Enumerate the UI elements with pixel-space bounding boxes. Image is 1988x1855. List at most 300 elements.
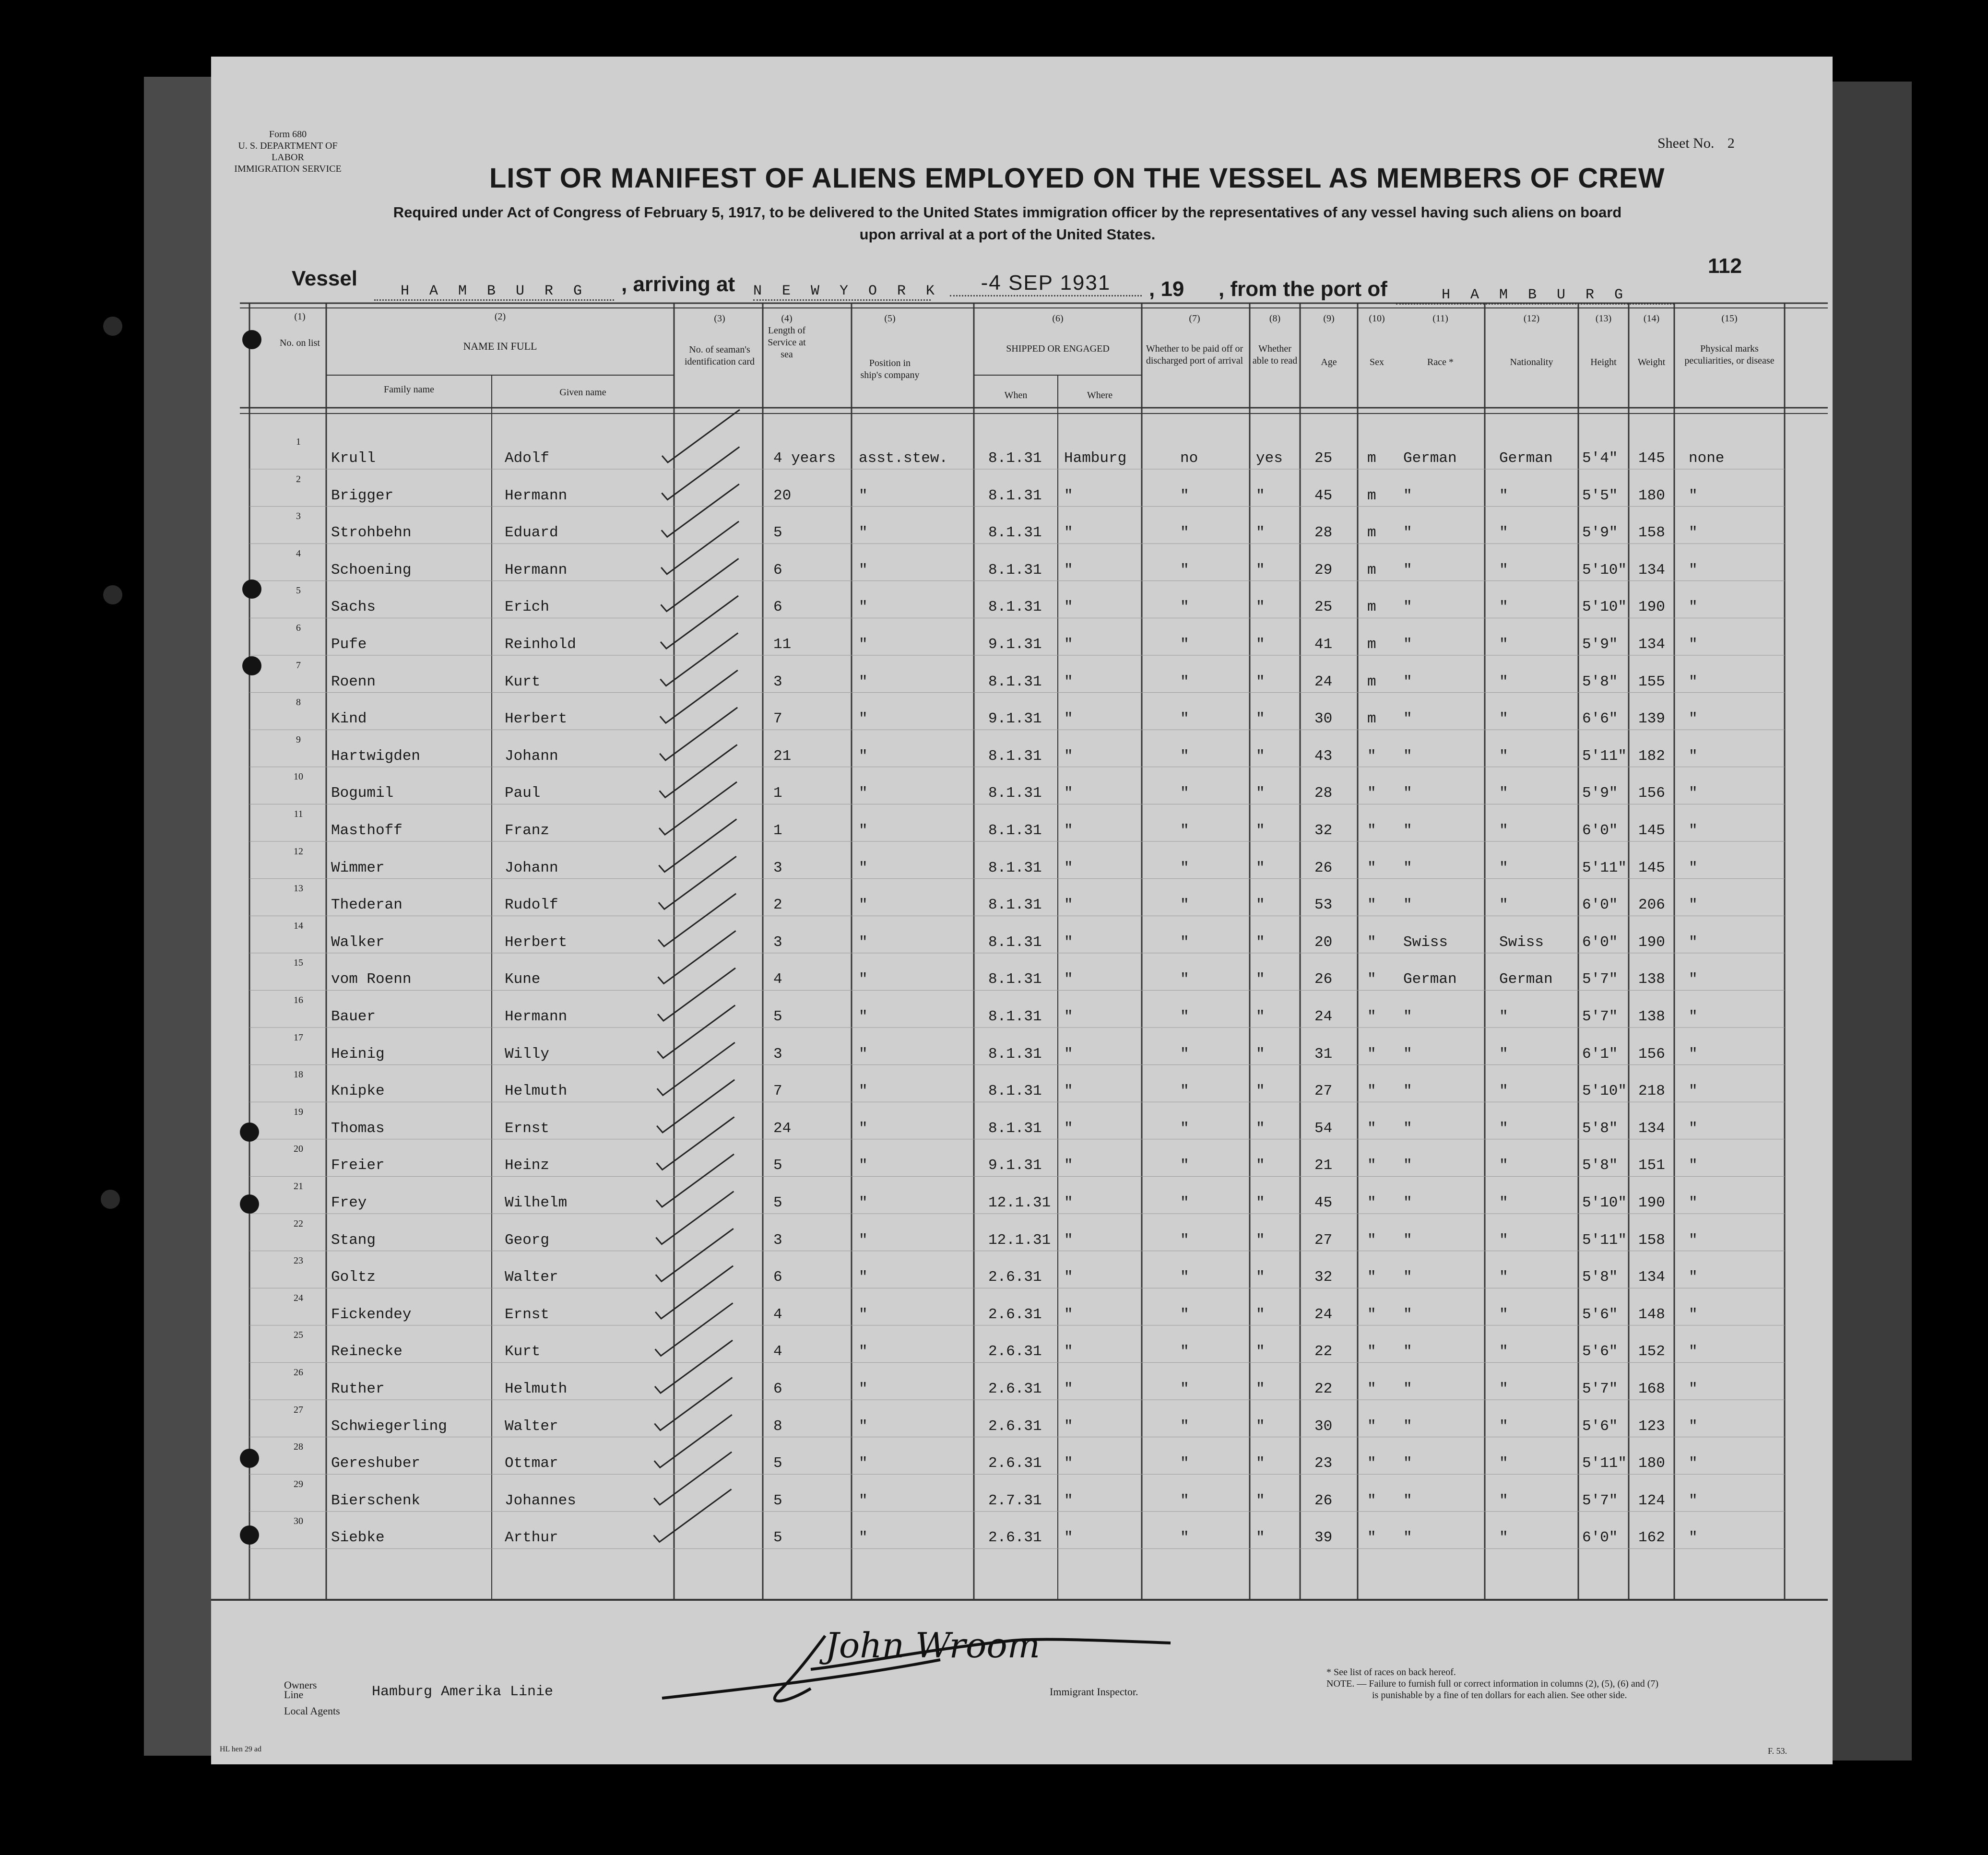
shipped-when-cell: 2.6.31: [988, 1343, 1042, 1360]
col-8-number: (8): [1269, 313, 1281, 324]
family-name-cell: Sachs: [331, 599, 376, 616]
row-number: 13: [294, 883, 303, 894]
family-name-cell: Fickendey: [331, 1306, 412, 1323]
nationality-cell: ": [1499, 710, 1508, 728]
given-name-cell: Franz: [505, 822, 550, 839]
row-number: 26: [294, 1367, 303, 1378]
sex-cell: ": [1367, 1194, 1376, 1211]
col-1-number: (1): [294, 311, 306, 322]
row-number: 12: [294, 846, 303, 857]
shipped-when-cell: 8.1.31: [988, 971, 1042, 988]
service-cell: 24: [773, 1120, 792, 1137]
family-name-cell: Knipke: [331, 1083, 385, 1100]
height-cell: 6'0": [1582, 1529, 1618, 1547]
position-cell: ": [859, 897, 868, 914]
age-cell: 20: [1314, 933, 1333, 951]
race-cell: ": [1403, 710, 1412, 728]
marks-cell: ": [1689, 971, 1698, 988]
shipped-where-cell: ": [1064, 524, 1073, 542]
service-cell: 2: [773, 897, 782, 914]
col-11-number: (11): [1432, 313, 1448, 324]
paid-off-cell: ": [1180, 971, 1189, 988]
able-to-read-cell: ": [1256, 1157, 1265, 1174]
arriving-label: , arriving at: [621, 272, 735, 296]
weight-cell: 151: [1638, 1157, 1665, 1174]
shipped-where-cell: ": [1064, 1083, 1073, 1100]
shipped-when-cell: 8.1.31: [988, 933, 1042, 951]
height-cell: 6'0": [1582, 933, 1618, 951]
nationality-cell: ": [1499, 1157, 1508, 1174]
position-cell: ": [859, 1231, 868, 1249]
able-to-read-cell: ": [1256, 1194, 1265, 1211]
weight-cell: 134: [1638, 636, 1665, 653]
nationality-cell: ": [1499, 1008, 1508, 1025]
family-name-cell: Gereshuber: [331, 1455, 421, 1472]
shipped-when-cell: 8.1.31: [988, 1045, 1042, 1063]
paid-off-cell: ": [1180, 1529, 1189, 1547]
able-to-read-cell: ": [1256, 636, 1265, 653]
given-name-cell: Ottmar: [505, 1455, 558, 1472]
paid-off-cell: no: [1180, 450, 1198, 467]
punch-hole: [242, 656, 261, 675]
service-cell: 20: [773, 487, 792, 504]
weight-cell: 156: [1638, 785, 1665, 802]
age-cell: 27: [1314, 1083, 1333, 1100]
family-name-cell: Stang: [331, 1231, 376, 1249]
service-cell: 5: [773, 1157, 782, 1174]
shipped-where-cell: ": [1064, 1157, 1073, 1174]
family-name-cell: Thederan: [331, 897, 402, 914]
able-to-read-cell: ": [1256, 1381, 1265, 1397]
height-cell: 5'5": [1582, 487, 1618, 504]
local-agents-label: Local Agents: [284, 1705, 340, 1717]
family-name-cell: Schwiegerling: [331, 1418, 447, 1435]
nationality-cell: ": [1499, 785, 1508, 802]
position-cell: asst.stew.: [859, 450, 948, 467]
able-to-read-cell: ": [1256, 1529, 1265, 1547]
weight-cell: 158: [1638, 1231, 1665, 1249]
position-cell: ": [859, 487, 868, 504]
shipped-when-cell: 8.1.31: [988, 747, 1042, 765]
family-name-cell: Reinecke: [331, 1343, 402, 1360]
nationality-cell: ": [1499, 1381, 1508, 1397]
position-cell: ": [859, 1418, 868, 1435]
col-9-number: (9): [1323, 313, 1335, 324]
paid-off-cell: ": [1180, 1343, 1189, 1360]
service-cell: 3: [773, 859, 782, 876]
race-cell: ": [1403, 1008, 1412, 1025]
family-name-cell: Schoening: [331, 561, 412, 579]
shipped-where-cell: ": [1064, 710, 1073, 728]
col-7-title: Whether to be paid off or discharged port of arrival: [1146, 343, 1243, 366]
position-cell: ": [859, 785, 868, 802]
family-name-cell: vom Roenn: [331, 971, 412, 988]
marks-cell: ": [1689, 710, 1698, 728]
height-cell: 5'6": [1582, 1418, 1618, 1435]
family-name-cell: Masthoff: [331, 822, 402, 839]
marks-cell: ": [1689, 933, 1698, 951]
given-name-cell: Wilhelm: [505, 1194, 568, 1211]
shipped-when-cell: 2.6.31: [988, 1455, 1042, 1472]
able-to-read-cell: ": [1256, 1120, 1265, 1137]
family-name-cell: Pufe: [331, 636, 367, 653]
row-number: 15: [294, 957, 303, 969]
able-to-read-cell: ": [1256, 1418, 1265, 1435]
col-3-number: (3): [714, 313, 725, 324]
nationality-cell: ": [1499, 1492, 1508, 1509]
nationality-cell: ": [1499, 747, 1508, 765]
family-name-cell: Roenn: [331, 673, 376, 690]
position-cell: ": [859, 822, 868, 839]
col-9-title: Age: [1321, 357, 1337, 367]
sex-cell: ": [1367, 1083, 1376, 1100]
height-cell: 6'0": [1582, 897, 1618, 914]
race-cell: ": [1403, 561, 1412, 579]
given-name-cell: Kurt: [505, 1343, 541, 1360]
weight-cell: 155: [1638, 673, 1665, 690]
weight-cell: 218: [1638, 1083, 1665, 1100]
race-cell: ": [1403, 897, 1412, 914]
weight-cell: 190: [1638, 933, 1665, 951]
col-10-header: [1358, 313, 1396, 368]
col-14-number: (14): [1643, 313, 1660, 324]
row-number: 10: [294, 771, 303, 782]
family-name-cell: Siebke: [331, 1529, 385, 1547]
race-cell: ": [1403, 599, 1412, 616]
paid-off-cell: ": [1180, 1083, 1189, 1100]
sex-cell: m: [1367, 487, 1376, 504]
height-cell: 5'4": [1582, 450, 1618, 467]
height-cell: 5'11": [1582, 859, 1627, 876]
col-6-number: (6): [1052, 313, 1064, 324]
race-cell: ": [1403, 1269, 1412, 1286]
race-cell: ": [1403, 747, 1412, 765]
marks-cell: ": [1689, 897, 1698, 914]
height-cell: 5'8": [1582, 1120, 1618, 1137]
weight-cell: 138: [1638, 971, 1665, 988]
subtitle-line-1: Required under Act of Congress of February 5, 1917, to be delivered to the United States immigration officer by the representatives of any vessel having such aliens on board: [393, 204, 1622, 221]
race-cell: ": [1403, 1306, 1412, 1323]
family-name-cell: Bogumil: [331, 785, 394, 802]
family-name-cell: Brigger: [331, 487, 394, 504]
sex-cell: m: [1367, 673, 1376, 690]
age-cell: 39: [1314, 1529, 1333, 1547]
shipped-where-cell: ": [1064, 1492, 1073, 1509]
age-cell: 25: [1314, 599, 1333, 616]
position-cell: ": [859, 710, 868, 728]
given-name-cell: Johann: [505, 859, 558, 876]
marks-cell: ": [1689, 1083, 1698, 1100]
weight-cell: 148: [1638, 1306, 1665, 1323]
age-cell: 30: [1314, 710, 1333, 728]
age-cell: 27: [1314, 1231, 1333, 1249]
penalty-note-1: NOTE. — Failure to furnish full or correct information in columns (2), (5), (6) and (7): [1326, 1678, 1659, 1689]
col-7-header: [1144, 313, 1245, 367]
punch-hole: [242, 579, 261, 599]
col-6a-header: When: [1004, 390, 1028, 401]
age-cell: 24: [1314, 1008, 1333, 1025]
shipped-where-cell: ": [1064, 1529, 1073, 1547]
paid-off-cell: ": [1180, 1418, 1189, 1435]
form-number: Form 680: [269, 129, 307, 140]
nationality-cell: ": [1499, 897, 1508, 914]
weight-cell: 134: [1638, 1120, 1665, 1137]
row-number: 19: [294, 1106, 303, 1117]
sex-cell: m: [1367, 561, 1376, 579]
shipped-when-cell: 12.1.31: [988, 1194, 1051, 1211]
nationality-cell: ": [1499, 1194, 1508, 1211]
marks-cell: ": [1689, 859, 1698, 876]
marks-cell: ": [1689, 1343, 1698, 1360]
paid-off-cell: ": [1180, 1120, 1189, 1137]
shipped-when-cell: 12.1.31: [988, 1231, 1051, 1249]
col-13-title: Height: [1590, 357, 1617, 367]
age-cell: 28: [1314, 524, 1333, 542]
family-name-cell: Wimmer: [331, 859, 385, 876]
row-number: 24: [294, 1292, 303, 1303]
able-to-read-cell: ": [1256, 1269, 1265, 1286]
departure-port: H A M B U R G: [1396, 287, 1674, 305]
marks-cell: ": [1689, 785, 1698, 802]
height-cell: 5'11": [1582, 747, 1627, 765]
given-name-cell: Hermann: [505, 561, 568, 579]
weight-cell: 190: [1638, 1194, 1665, 1211]
able-to-read-cell: ": [1256, 561, 1265, 579]
shipped-where-cell: ": [1064, 1269, 1073, 1286]
paid-off-cell: ": [1180, 1269, 1189, 1286]
race-cell: ": [1403, 1529, 1412, 1547]
height-cell: 5'9": [1582, 524, 1618, 542]
marks-cell: ": [1689, 636, 1698, 653]
print-code: HL hen 29 ad: [220, 1745, 261, 1753]
col-5-title: Position in ship's company: [860, 358, 920, 380]
nationality-cell: ": [1499, 1343, 1508, 1360]
nationality-cell: German: [1499, 450, 1553, 467]
height-cell: 5'10": [1582, 599, 1627, 616]
weight-cell: 168: [1638, 1381, 1665, 1397]
shipped-where-cell: ": [1064, 1008, 1073, 1025]
shipped-when-cell: 9.1.31: [988, 636, 1042, 653]
given-name-cell: Paul: [505, 785, 541, 802]
penalty-note-2: is punishable by a fine of ten dollars for each alien. See other side.: [1372, 1690, 1627, 1701]
shipped-when-cell: 9.1.31: [988, 710, 1042, 728]
age-cell: 26: [1314, 971, 1333, 988]
able-to-read-cell: ": [1256, 971, 1265, 988]
shipped-where-cell: ": [1064, 859, 1073, 876]
service-cell: 3: [773, 1045, 782, 1063]
service-cell: 7: [773, 1083, 782, 1100]
form-code: F. 53.: [1768, 1746, 1787, 1756]
age-cell: 41: [1314, 636, 1333, 653]
age-cell: 45: [1314, 1194, 1333, 1211]
sex-cell: m: [1367, 599, 1376, 616]
sex-cell: ": [1367, 1157, 1376, 1174]
height-cell: 5'7": [1582, 971, 1618, 988]
sex-cell: ": [1367, 1120, 1376, 1137]
family-name-cell: Heinig: [331, 1045, 385, 1063]
col-4-number: (4): [781, 313, 793, 324]
row-number: 3: [296, 511, 301, 522]
position-cell: ": [859, 971, 868, 988]
col-2-number: (2): [494, 311, 506, 322]
row-number: 17: [294, 1032, 303, 1043]
given-name-cell: Herbert: [505, 933, 568, 951]
shipped-where-cell: ": [1064, 1381, 1073, 1397]
shipped-when-cell: 8.1.31: [988, 673, 1042, 690]
service-cell: 3: [773, 933, 782, 951]
nationality-cell: ": [1499, 673, 1508, 690]
able-to-read-cell: ": [1256, 859, 1265, 876]
sex-cell: ": [1367, 1306, 1376, 1323]
height-cell: 5'7": [1582, 1492, 1618, 1509]
nationality-cell: ": [1499, 1529, 1508, 1547]
col-1-header: [278, 311, 321, 349]
service-cell: 6: [773, 1269, 782, 1286]
race-cell: ": [1403, 785, 1412, 802]
height-cell: 5'10": [1582, 1083, 1627, 1100]
shipped-where-cell: ": [1064, 599, 1073, 616]
race-cell: ": [1403, 1455, 1412, 1472]
nationality-cell: ": [1499, 487, 1508, 504]
sex-cell: m: [1367, 710, 1376, 728]
paid-off-cell: ": [1180, 710, 1189, 728]
age-cell: 43: [1314, 747, 1333, 765]
family-name-cell: Bierschenk: [331, 1492, 421, 1509]
weight-cell: 180: [1638, 487, 1665, 504]
given-name-cell: Georg: [505, 1231, 550, 1249]
position-cell: ": [859, 636, 868, 653]
position-cell: ": [859, 599, 868, 616]
shipped-when-cell: 2.6.31: [988, 1381, 1042, 1397]
shipped-when-cell: 8.1.31: [988, 524, 1042, 542]
height-cell: 5'11": [1582, 1231, 1627, 1249]
sex-cell: ": [1367, 1492, 1376, 1509]
col-15-title: Physical marks peculiarities, or disease: [1684, 343, 1775, 366]
given-name-cell: Adolf: [505, 450, 550, 467]
marks-cell: ": [1689, 1194, 1698, 1211]
row-number: 6: [296, 623, 301, 633]
sex-cell: ": [1367, 1008, 1376, 1025]
able-to-read-cell: ": [1256, 1083, 1265, 1100]
paid-off-cell: ": [1180, 1045, 1189, 1063]
row-number: 4: [296, 548, 301, 559]
service-cell: 8: [773, 1418, 782, 1435]
position-cell: ": [859, 1157, 868, 1174]
sex-cell: ": [1367, 1529, 1376, 1547]
position-cell: ": [859, 1306, 868, 1323]
year-label: , 19: [1149, 277, 1184, 301]
paid-off-cell: ": [1180, 785, 1189, 802]
service-cell: 3: [773, 1231, 782, 1249]
age-cell: 21: [1314, 1157, 1333, 1174]
marks-cell: ": [1689, 487, 1698, 504]
shipped-where-cell: ": [1064, 636, 1073, 653]
weight-cell: 134: [1638, 1269, 1665, 1286]
shipped-when-cell: 8.1.31: [988, 450, 1042, 467]
nationality-cell: ": [1499, 599, 1508, 616]
shipped-where-cell: ": [1064, 897, 1073, 914]
arrival-port: N E W Y O R K: [753, 283, 931, 301]
height-cell: 5'9": [1582, 636, 1618, 653]
shipped-where-cell: ": [1064, 747, 1073, 765]
col-2-header: [326, 311, 674, 352]
service-cell: 5: [773, 1529, 782, 1547]
sheet-label: Sheet No.: [1657, 135, 1715, 151]
paid-off-cell: ": [1180, 487, 1189, 504]
from-port-label: , from the port of: [1219, 277, 1387, 301]
vessel-name: H A M B U R G: [374, 283, 614, 301]
paid-off-cell: ": [1180, 822, 1189, 839]
position-cell: ": [859, 1492, 868, 1509]
shipped-when-cell: 8.1.31: [988, 1083, 1042, 1100]
marks-cell: ": [1689, 524, 1698, 542]
position-cell: ": [859, 1120, 868, 1137]
given-name-cell: Helmuth: [505, 1083, 568, 1100]
paid-off-cell: ": [1180, 859, 1189, 876]
punch-hole: [240, 1525, 259, 1545]
col-13-number: (13): [1595, 313, 1612, 324]
height-cell: 5'8": [1582, 1269, 1618, 1286]
marks-cell: ": [1689, 561, 1698, 579]
shipped-where-cell: ": [1064, 487, 1073, 504]
age-cell: 26: [1314, 859, 1333, 876]
paid-off-cell: ": [1180, 1455, 1189, 1472]
marks-cell: ": [1689, 1418, 1698, 1435]
height-cell: 5'7": [1582, 1008, 1618, 1025]
position-cell: ": [859, 1194, 868, 1211]
col-4-header: [768, 313, 806, 361]
sex-cell: ": [1367, 1045, 1376, 1063]
shipped-where-cell: ": [1064, 673, 1073, 690]
paid-off-cell: ": [1180, 673, 1189, 690]
subtitle-line-2: upon arrival at a port of the United States.: [859, 226, 1156, 243]
race-cell: German: [1403, 971, 1457, 988]
weight-cell: 145: [1638, 822, 1665, 839]
shipped-where-cell: ": [1064, 822, 1073, 839]
service-cell: 5: [773, 1455, 782, 1472]
race-cell: ": [1403, 524, 1412, 542]
marks-cell: ": [1689, 822, 1698, 839]
punch-hole: [240, 1194, 259, 1214]
signature-text: John Wroom: [825, 1625, 1040, 1666]
inspector-label: Immigrant Inspector.: [1050, 1686, 1138, 1698]
family-name-cell: Goltz: [331, 1269, 376, 1286]
row-number: 22: [294, 1218, 303, 1229]
race-cell: ": [1403, 1418, 1412, 1435]
shipped-where-cell: ": [1064, 1306, 1073, 1323]
paid-off-cell: ": [1180, 1381, 1189, 1397]
sex-cell: ": [1367, 859, 1376, 876]
height-cell: 6'1": [1582, 1045, 1618, 1063]
shipped-where-cell: ": [1064, 1455, 1073, 1472]
shipped-when-cell: 8.1.31: [988, 1120, 1042, 1137]
height-cell: 5'6": [1582, 1343, 1618, 1360]
family-name-cell: Strohbehn: [331, 524, 412, 542]
race-cell: ": [1403, 859, 1412, 876]
age-cell: 22: [1314, 1343, 1333, 1360]
weight-cell: 145: [1638, 859, 1665, 876]
age-cell: 32: [1314, 1269, 1333, 1286]
shipped-where-cell: ": [1064, 1418, 1073, 1435]
able-to-read-cell: ": [1256, 599, 1265, 616]
service-cell: 4: [773, 971, 782, 988]
col-15-header: [1677, 313, 1782, 367]
row-number: 5: [296, 585, 301, 596]
sex-cell: ": [1367, 822, 1376, 839]
row-number: 29: [294, 1478, 303, 1489]
race-cell: ": [1403, 1045, 1412, 1063]
shipped-where-cell: ": [1064, 785, 1073, 802]
